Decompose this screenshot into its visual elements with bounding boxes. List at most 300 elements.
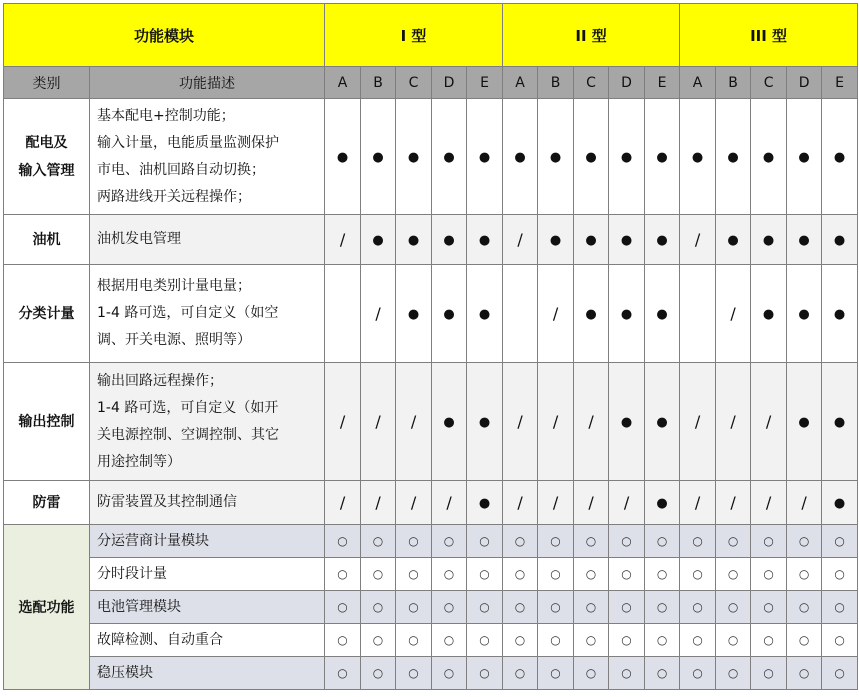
optional-circle-mark: ○ — [443, 567, 455, 581]
optional-mark-cell — [538, 624, 574, 657]
mark-cell — [680, 99, 716, 215]
optional-mark-cell — [467, 657, 503, 690]
description-line: 1-4 路可选，可自定义（如开 — [97, 399, 279, 416]
optional-circle-mark: ○ — [337, 567, 348, 581]
optional-mark-cell — [822, 525, 858, 558]
not-applicable-mark: / — [765, 493, 772, 512]
mark-cell — [396, 481, 432, 525]
supported-dot-mark: ● — [833, 495, 846, 511]
supported-dot-mark: ● — [549, 232, 562, 248]
optional-mark-cell — [680, 525, 716, 558]
type-1-header: I 型 — [325, 4, 503, 67]
optional-circle-mark: ○ — [763, 567, 774, 581]
mark-cell — [361, 481, 396, 525]
optional-circle-mark: ○ — [692, 600, 703, 614]
mark-cell — [538, 265, 574, 363]
mark-cell — [396, 265, 432, 363]
optional-circle-mark: ○ — [372, 633, 384, 647]
mark-cell — [538, 363, 574, 481]
mark-cell — [574, 215, 609, 265]
optional-circle-mark: ○ — [621, 567, 632, 581]
supported-dot-mark: ● — [656, 149, 668, 165]
optional-circle-mark: ○ — [337, 666, 348, 680]
optional-circle-mark: ○ — [550, 666, 561, 680]
optional-circle-mark: ○ — [514, 534, 526, 548]
optional-item-label: 分运营商计量模块 — [90, 525, 325, 558]
supported-dot-mark: ● — [656, 232, 668, 248]
supported-dot-mark: ● — [762, 232, 775, 248]
mark-cell — [432, 99, 467, 215]
category-label: 油机 — [32, 231, 61, 248]
description-line: 关电源控制、空调控制、其它 — [97, 426, 279, 443]
supported-dot-mark: ● — [727, 149, 739, 165]
optional-circle-mark: ○ — [585, 666, 597, 680]
supported-dot-mark: ● — [478, 495, 491, 511]
optional-circle-mark: ○ — [337, 600, 348, 614]
optional-mark-cell — [574, 558, 609, 591]
supported-dot-mark: ● — [798, 306, 810, 322]
mark-cell — [822, 363, 858, 481]
not-applicable-mark: / — [623, 493, 630, 512]
optional-circle-mark: ○ — [514, 600, 526, 614]
optional-mark-cell — [432, 591, 467, 624]
description-cell — [90, 481, 325, 525]
supported-dot-mark: ● — [407, 306, 420, 322]
supported-dot-mark: ● — [443, 306, 455, 322]
supported-dot-mark: ● — [727, 232, 739, 248]
description-line: 市电、油机回路自动切换； — [97, 161, 265, 178]
table-row — [4, 558, 858, 591]
optional-circle-mark: ○ — [727, 666, 739, 680]
optional-circle-mark: ○ — [834, 534, 845, 548]
description-line: 输入计量，电能质量监测保护 — [97, 134, 279, 151]
supported-dot-mark: ● — [620, 414, 633, 430]
mark-cell — [751, 481, 787, 525]
mark-cell — [432, 481, 467, 525]
optional-circle-mark: ○ — [621, 534, 632, 548]
table-row — [4, 265, 858, 363]
supported-dot-mark: ● — [762, 306, 775, 322]
supported-dot-mark: ● — [656, 495, 668, 511]
optional-mark-cell — [503, 558, 538, 591]
mark-cell — [325, 481, 361, 525]
mark-cell — [716, 481, 751, 525]
variant-header-a: A — [503, 67, 538, 99]
mark-cell — [609, 215, 645, 265]
optional-circle-mark: ○ — [337, 633, 348, 647]
optional-circle-mark: ○ — [408, 633, 419, 647]
supported-dot-mark: ● — [833, 414, 846, 430]
optional-mark-cell — [645, 591, 680, 624]
variant-header-e: E — [467, 67, 503, 99]
optional-circle-mark: ○ — [656, 600, 668, 614]
optional-mark-cell — [538, 657, 574, 690]
mark-cell — [574, 481, 609, 525]
optional-circle-mark: ○ — [550, 600, 561, 614]
optional-mark-cell — [574, 591, 609, 624]
not-applicable-mark: / — [552, 412, 559, 431]
optional-circle-mark: ○ — [514, 666, 526, 680]
mark-cell — [716, 265, 751, 363]
type-2-header: II 型 — [503, 4, 680, 67]
not-applicable-mark: / — [694, 412, 701, 431]
optional-circle-mark: ○ — [372, 567, 384, 581]
optional-mark-cell — [680, 558, 716, 591]
optional-circle-mark: ○ — [834, 633, 845, 647]
mark-cell — [325, 215, 361, 265]
table-row — [4, 624, 858, 657]
description-line: 输出回路远程操作； — [97, 372, 223, 389]
not-applicable-mark: / — [588, 493, 594, 512]
mark-cell — [822, 99, 858, 215]
not-applicable-mark: / — [339, 412, 346, 431]
mark-cell — [822, 481, 858, 525]
mark-cell — [503, 363, 538, 481]
table-row — [4, 481, 858, 525]
optional-mark-cell — [716, 624, 751, 657]
variant-header-a: A — [680, 67, 716, 99]
mark-cell — [325, 99, 361, 215]
optional-mark-cell — [787, 558, 822, 591]
optional-circle-mark: ○ — [443, 666, 455, 680]
table-row — [4, 591, 858, 624]
mark-cell — [467, 265, 503, 363]
optional-mark-cell — [609, 591, 645, 624]
category-label: 防雷 — [32, 494, 61, 511]
supported-dot-mark: ● — [336, 149, 349, 165]
supported-dot-mark: ● — [407, 149, 420, 165]
optional-mark-cell — [432, 624, 467, 657]
supported-dot-mark: ● — [833, 149, 846, 165]
optional-circle-mark: ○ — [656, 534, 668, 548]
optional-circle-mark: ○ — [621, 633, 632, 647]
optional-mark-cell — [361, 624, 396, 657]
optional-mark-cell — [751, 591, 787, 624]
description-cell — [90, 99, 325, 215]
category-cell — [4, 363, 90, 481]
mark-cell — [574, 99, 609, 215]
mark-cell — [432, 265, 467, 363]
mark-cell — [680, 481, 716, 525]
feature-matrix-table — [3, 3, 858, 690]
variant-header-c: C — [396, 67, 432, 99]
optional-mark-cell — [361, 657, 396, 690]
optional-circle-mark: ○ — [443, 633, 455, 647]
optional-circle-mark: ○ — [798, 534, 810, 548]
mark-cell — [538, 99, 574, 215]
optional-mark-cell — [822, 624, 858, 657]
description-line: 调、开关电源、照明等） — [97, 332, 251, 348]
optional-circle-mark: ○ — [408, 534, 419, 548]
optional-mark-cell — [467, 591, 503, 624]
optional-item-label: 稳压模块 — [90, 657, 325, 690]
type-3-header: III 型 — [680, 4, 858, 67]
optional-circle-mark: ○ — [763, 666, 774, 680]
optional-mark-cell — [751, 525, 787, 558]
optional-mark-cell — [787, 591, 822, 624]
variant-header-e: E — [822, 67, 858, 99]
optional-circle-mark: ○ — [479, 633, 490, 647]
supported-dot-mark: ● — [443, 149, 455, 165]
optional-mark-cell — [503, 624, 538, 657]
not-applicable-mark: / — [730, 412, 736, 431]
optional-circle-mark: ○ — [550, 534, 561, 548]
variant-header-c: C — [751, 67, 787, 99]
mark-cell — [751, 215, 787, 265]
optional-circle-mark: ○ — [585, 534, 597, 548]
not-applicable-mark: / — [552, 493, 559, 512]
optional-mark-cell — [751, 657, 787, 690]
category-label: 输出控制 — [18, 413, 75, 430]
not-applicable-mark: / — [446, 493, 452, 512]
category-cell — [4, 215, 90, 265]
optional-mark-cell — [467, 558, 503, 591]
not-applicable-mark: / — [694, 230, 701, 249]
supported-dot-mark: ● — [478, 414, 491, 430]
supported-dot-mark: ● — [372, 149, 384, 165]
supported-dot-mark: ● — [514, 149, 526, 165]
optional-mark-cell — [432, 657, 467, 690]
mark-cell — [716, 215, 751, 265]
optional-mark-cell — [680, 591, 716, 624]
optional-circle-mark: ○ — [621, 666, 632, 680]
description-cell — [90, 265, 325, 363]
supported-dot-mark: ● — [833, 306, 846, 322]
optional-circle-mark: ○ — [834, 600, 845, 614]
optional-mark-cell — [361, 591, 396, 624]
optional-circle-mark: ○ — [727, 600, 739, 614]
optional-mark-cell — [680, 657, 716, 690]
mark-cell — [822, 215, 858, 265]
optional-circle-mark: ○ — [692, 633, 703, 647]
optional-circle-mark: ○ — [798, 666, 810, 680]
mark-cell — [645, 215, 680, 265]
mark-cell — [396, 99, 432, 215]
optional-mark-cell — [822, 591, 858, 624]
optional-circle-mark: ○ — [834, 567, 845, 581]
optional-mark-cell — [609, 624, 645, 657]
mark-cell — [680, 363, 716, 481]
optional-mark-cell — [396, 558, 432, 591]
mark-cell — [609, 265, 645, 363]
optional-mark-cell — [609, 558, 645, 591]
optional-mark-cell — [467, 624, 503, 657]
supported-dot-mark: ● — [478, 306, 491, 322]
mark-cell — [432, 363, 467, 481]
category-cell — [4, 481, 90, 525]
supported-dot-mark: ● — [443, 232, 455, 248]
not-applicable-mark: / — [517, 230, 523, 249]
optional-circle-mark: ○ — [727, 567, 739, 581]
description-line: 1-4 路可选，可自定义（如空 — [97, 305, 279, 321]
optional-circle-mark: ○ — [798, 633, 810, 647]
optional-mark-cell — [787, 657, 822, 690]
optional-circle-mark: ○ — [834, 666, 845, 680]
optional-mark-cell — [396, 525, 432, 558]
supported-dot-mark: ● — [833, 232, 846, 248]
mark-cell — [361, 215, 396, 265]
mark-cell — [716, 363, 751, 481]
optional-mark-cell — [787, 525, 822, 558]
mark-cell — [609, 481, 645, 525]
description-line: 油机发电管理 — [97, 231, 181, 247]
optional-mark-cell — [716, 657, 751, 690]
not-applicable-mark: / — [410, 412, 417, 431]
supported-dot-mark: ● — [443, 414, 455, 430]
category-label: 输入管理 — [18, 162, 75, 179]
mark-cell — [645, 481, 680, 525]
mark-cell — [787, 99, 822, 215]
optional-circle-mark: ○ — [692, 567, 703, 581]
optional-mark-cell — [503, 591, 538, 624]
mark-cell — [787, 481, 822, 525]
optional-circle-mark: ○ — [763, 600, 774, 614]
mark-cell — [467, 99, 503, 215]
supported-dot-mark: ● — [585, 306, 597, 322]
optional-circle-mark: ○ — [337, 534, 348, 548]
optional-circle-mark: ○ — [621, 600, 632, 614]
optional-mark-cell — [467, 525, 503, 558]
not-applicable-mark: / — [410, 493, 417, 512]
mark-cell — [432, 215, 467, 265]
not-applicable-mark: / — [375, 493, 381, 512]
mark-cell — [645, 99, 680, 215]
optional-circle-mark: ○ — [443, 534, 455, 548]
header-row — [4, 4, 858, 67]
optional-circle-mark: ○ — [514, 567, 526, 581]
optional-circle-mark: ○ — [727, 633, 739, 647]
description-line: 用途控制等） — [97, 453, 181, 470]
optional-circle-mark: ○ — [372, 534, 384, 548]
category-label: 分类计量 — [18, 305, 75, 322]
optional-circle-mark: ○ — [479, 600, 490, 614]
optional-mark-cell — [645, 657, 680, 690]
not-applicable-mark: / — [801, 493, 807, 512]
supported-dot-mark: ● — [762, 149, 775, 165]
mark-cell — [538, 215, 574, 265]
optional-category-cell: 选配功能 — [4, 525, 90, 690]
supported-dot-mark: ● — [478, 232, 491, 248]
optional-mark-cell — [325, 624, 361, 657]
supported-dot-mark: ● — [798, 414, 810, 430]
optional-circle-mark: ○ — [514, 633, 526, 647]
optional-mark-cell — [538, 558, 574, 591]
supported-dot-mark: ● — [798, 149, 810, 165]
mark-cell — [609, 363, 645, 481]
supported-dot-mark: ● — [620, 149, 633, 165]
category-header: 类别 — [4, 67, 90, 99]
optional-circle-mark: ○ — [550, 567, 561, 581]
mark-cell — [787, 215, 822, 265]
optional-mark-cell — [822, 558, 858, 591]
variant-header-d: D — [609, 67, 645, 99]
not-applicable-mark: / — [339, 230, 346, 249]
mark-cell — [467, 481, 503, 525]
supported-dot-mark: ● — [691, 149, 704, 165]
mark-cell — [361, 99, 396, 215]
optional-mark-cell — [609, 657, 645, 690]
optional-mark-cell — [538, 525, 574, 558]
optional-mark-cell — [574, 657, 609, 690]
mark-cell — [787, 363, 822, 481]
supported-dot-mark: ● — [585, 149, 597, 165]
supported-dot-mark: ● — [407, 232, 420, 248]
optional-mark-cell — [716, 525, 751, 558]
table-row — [4, 525, 858, 558]
optional-mark-cell — [822, 657, 858, 690]
optional-circle-mark: ○ — [656, 567, 668, 581]
table-body — [4, 99, 858, 690]
optional-item-label: 分时段计量 — [90, 558, 325, 591]
optional-mark-cell — [716, 591, 751, 624]
table-row — [4, 99, 858, 215]
supported-dot-mark: ● — [620, 306, 633, 322]
variant-header-a: A — [325, 67, 361, 99]
description-line: 两路进线开关远程操作； — [97, 188, 251, 205]
mark-cell — [325, 363, 361, 481]
mark-cell — [822, 265, 858, 363]
optional-mark-cell — [751, 624, 787, 657]
optional-item-label: 电池管理模块 — [90, 591, 325, 624]
mark-cell — [787, 265, 822, 363]
description-cell — [90, 363, 325, 481]
description-cell — [90, 215, 325, 265]
supported-dot-mark: ● — [656, 414, 668, 430]
optional-circle-mark: ○ — [727, 534, 739, 548]
mark-cell — [503, 481, 538, 525]
mark-cell — [503, 99, 538, 215]
optional-item-label: 故障检测、自动重合 — [90, 624, 325, 657]
supported-dot-mark: ● — [620, 232, 633, 248]
supported-dot-mark: ● — [798, 232, 810, 248]
optional-mark-cell — [645, 525, 680, 558]
optional-mark-cell — [432, 525, 467, 558]
mark-cell — [538, 481, 574, 525]
optional-mark-cell — [361, 525, 396, 558]
description-line: 基本配电+控制功能； — [97, 107, 235, 124]
optional-circle-mark: ○ — [408, 666, 419, 680]
mark-cell — [645, 363, 680, 481]
variant-header-e: E — [645, 67, 680, 99]
optional-mark-cell — [325, 657, 361, 690]
mark-cell — [574, 363, 609, 481]
optional-circle-mark: ○ — [798, 600, 810, 614]
optional-circle-mark: ○ — [763, 633, 774, 647]
not-applicable-mark: / — [552, 304, 559, 323]
supported-dot-mark: ● — [585, 232, 597, 248]
module-header: 功能模块 — [4, 4, 325, 67]
optional-circle-mark: ○ — [408, 600, 419, 614]
supported-dot-mark: ● — [549, 149, 562, 165]
table-row — [4, 363, 858, 481]
optional-circle-mark: ○ — [443, 600, 455, 614]
description-header: 功能描述 — [90, 67, 325, 99]
mark-cell — [361, 265, 396, 363]
optional-mark-cell — [361, 558, 396, 591]
not-applicable-mark: / — [517, 412, 523, 431]
optional-circle-mark: ○ — [656, 666, 668, 680]
mark-cell — [751, 265, 787, 363]
optional-mark-cell — [396, 591, 432, 624]
optional-circle-mark: ○ — [763, 534, 774, 548]
optional-mark-cell — [503, 525, 538, 558]
mark-cell — [716, 99, 751, 215]
optional-circle-mark: ○ — [372, 666, 384, 680]
description-line: 根据用电类别计量电量； — [97, 278, 251, 294]
optional-circle-mark: ○ — [550, 633, 561, 647]
supported-dot-mark: ● — [372, 232, 384, 248]
mark-cell — [609, 99, 645, 215]
